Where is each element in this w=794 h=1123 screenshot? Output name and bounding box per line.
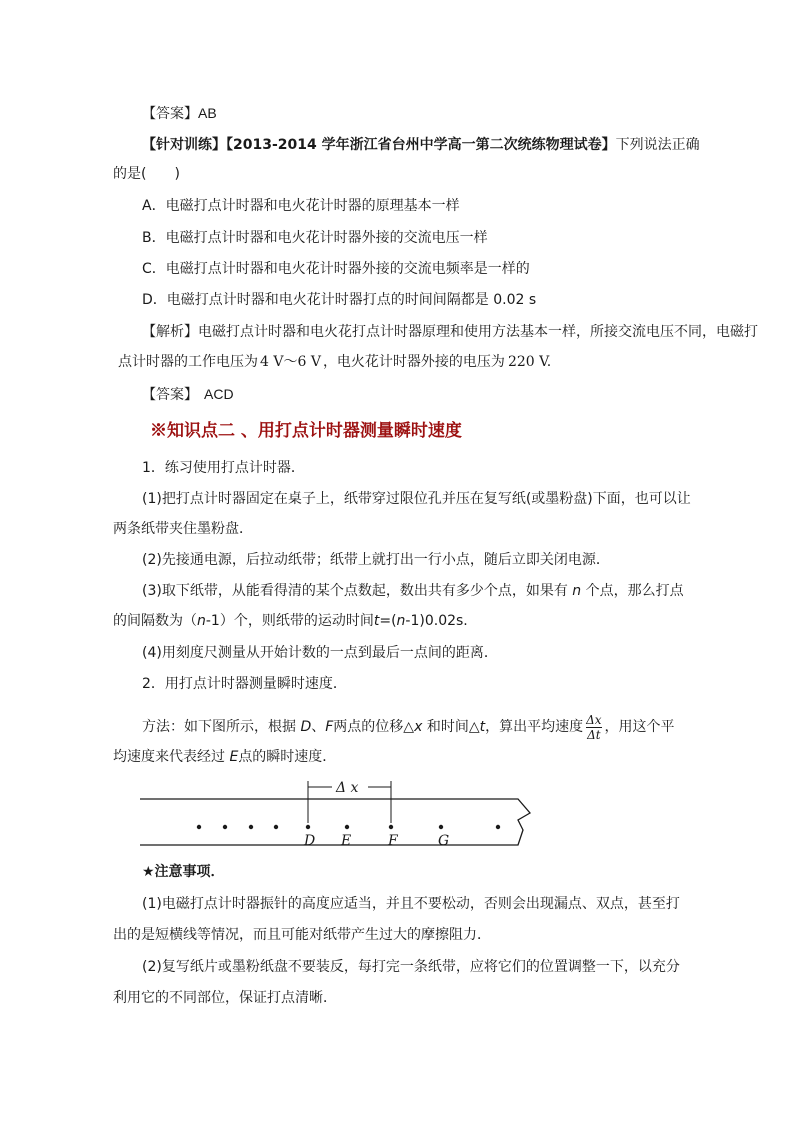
step1-item3-line1: [142, 581, 684, 601]
tape-dot: [306, 825, 310, 829]
tape-dot: [197, 825, 201, 829]
label-d: D: [304, 833, 316, 849]
step1-item3-line2: [113, 611, 468, 631]
tape-dot: [496, 825, 500, 829]
method-text-a: 方法：如下图所示，根据: [142, 719, 296, 735]
option-b: [142, 228, 488, 248]
analysis-line1: [142, 322, 758, 342]
step1-item1-line1: (1)把打点计时器固定在桌子上，纸带穿过限位孔并压在复写纸(或墨粉盘)下面，也可以让: [142, 491, 691, 507]
var-n: n: [197, 613, 206, 629]
var-t: t: [479, 719, 486, 735]
notes-title: ★注意事项．: [142, 864, 225, 880]
method-text-b: 两点的位移△: [333, 719, 415, 735]
step1-item1-line2: 两条纸带夹住墨粉盘．: [113, 521, 253, 537]
option-c: [142, 259, 530, 279]
analysis-text-2a: 点计时器的工作电压为: [118, 354, 258, 370]
note1-line2: 出的是短横线等情况，而且可能对纸带产生过大的摩擦阻力．: [113, 927, 491, 943]
step1-item2: (2)先接通电源，后拉动纸带；纸带上就打出一行小点，随后立即关闭电源．: [142, 552, 610, 568]
analysis-text-1: 电磁打点计时器和电火花打点计时器原理和使用方法基本一样，所接交流电压不同，电磁打: [198, 324, 758, 340]
answer-label: 【答案】: [142, 387, 198, 403]
option-d: [142, 290, 536, 310]
paper-tape-diagram: [140, 775, 540, 855]
option-b-letter: B．: [142, 230, 166, 246]
label-e: E: [341, 833, 352, 849]
tape-outline: [140, 799, 530, 845]
step1-title: 1．练习使用打点计时器．: [142, 460, 305, 476]
voltage-spark: 220 V.: [507, 354, 552, 370]
option-a-text: 电磁打点计时器和电火花计时器的原理基本一样: [165, 198, 460, 214]
item3-text-a: (3)取下纸带，从能看得清的某个点数起，数出共有多少个点，如果有: [142, 583, 568, 599]
item3-text-f: -1)0.02s.: [405, 613, 468, 629]
option-c-text: 电磁打点计时器和电火花计时器外接的交流电频率是一样的: [165, 261, 530, 277]
tape-dot: [223, 825, 227, 829]
tape-dot: [389, 825, 393, 829]
tape-dot: [274, 825, 278, 829]
label-f: F: [388, 833, 398, 849]
item3-text-b: 个点，那么打点: [585, 583, 684, 599]
answer-acd-line: [142, 384, 234, 405]
var-t: t: [373, 613, 380, 629]
practice-stem-end: 下列说法正确: [615, 137, 700, 153]
var-n: n: [396, 613, 406, 629]
method-text-f: 均速度来代表经过: [113, 749, 225, 765]
tape-dot: [439, 825, 443, 829]
method-text-c: 和时间△: [426, 719, 480, 735]
answer-ab-line: [142, 103, 217, 124]
option-a-letter: A．: [142, 198, 166, 214]
var-n: n: [572, 583, 582, 599]
var-x: x: [414, 719, 423, 735]
point-d: D: [300, 719, 312, 735]
option-d-letter: D．: [142, 292, 167, 308]
option-d-text: 电磁打点计时器和电火花计时器打点的时间间隔都是 0.02 s: [166, 292, 537, 308]
option-b-text: 电磁打点计时器和电火花计时器外接的交流电压一样: [165, 230, 488, 246]
voltage-range: 4 V～6 V: [260, 354, 321, 370]
tape-dot: [345, 825, 349, 829]
note2-line1: (2)复写纸片或墨粉纸盘不要装反，每打完一条纸带，应将它们的位置调整一下，以充分: [142, 959, 680, 975]
method-line1: [142, 710, 675, 744]
section-title: ※知识点二 、用打点计时器测量瞬时速度: [150, 421, 462, 441]
fraction-denominator: Δt: [587, 727, 601, 742]
analysis-line2: [118, 352, 551, 372]
average-velocity-fraction: [586, 713, 601, 742]
step1-item4: (4)用刻度尺测量从开始计数的一点到最后一点间的距离．: [142, 645, 498, 661]
delta-x-label: Δ x: [336, 780, 359, 796]
point-e: E: [229, 749, 239, 765]
item3-text-d: -1）个，则纸带的运动时间: [205, 613, 374, 629]
tape-dot: [249, 825, 253, 829]
step2-title: 2．用打点计时器测量瞬时速度．: [142, 676, 347, 692]
answer-value: AB: [198, 105, 217, 121]
practice-stem-line2: 的是( ): [113, 166, 180, 182]
analysis-label: 【解析】: [142, 324, 198, 340]
practice-label: 【针对训练】: [142, 137, 226, 153]
practice-source: 【2013-2014 学年浙江省台州中学高一第二次统练物理试卷】: [226, 137, 616, 153]
analysis-text-2b: ，电火花计时器外接的电压为: [322, 354, 505, 370]
answer-label: 【答案】: [142, 106, 198, 122]
method-text-e: ，用这个平: [604, 719, 675, 735]
note1-line1: (1)电磁打点计时器振针的高度应适当，并且不要松动，否则会出现漏点、双点，甚至打: [142, 896, 680, 912]
method-text-g: 点的瞬时速度．: [238, 749, 337, 765]
note2-line2: 利用它的不同部位，保证打点清晰．: [113, 990, 337, 1006]
option-a: [142, 196, 460, 216]
practice-stem-line1: [142, 135, 700, 155]
option-c-letter: C．: [142, 261, 166, 277]
method-line2: [113, 747, 336, 767]
point-f: F: [325, 719, 334, 735]
answer-value: ACD: [204, 386, 234, 402]
tape-dots: [197, 825, 500, 829]
label-g: G: [438, 833, 450, 849]
item3-text-c: 的间隔数为（: [113, 613, 197, 629]
sep: 、: [311, 719, 326, 735]
method-text-d: ，算出平均速度: [485, 719, 584, 735]
fraction-numerator: Δx: [586, 712, 602, 727]
item3-text-e: =(: [379, 613, 397, 629]
